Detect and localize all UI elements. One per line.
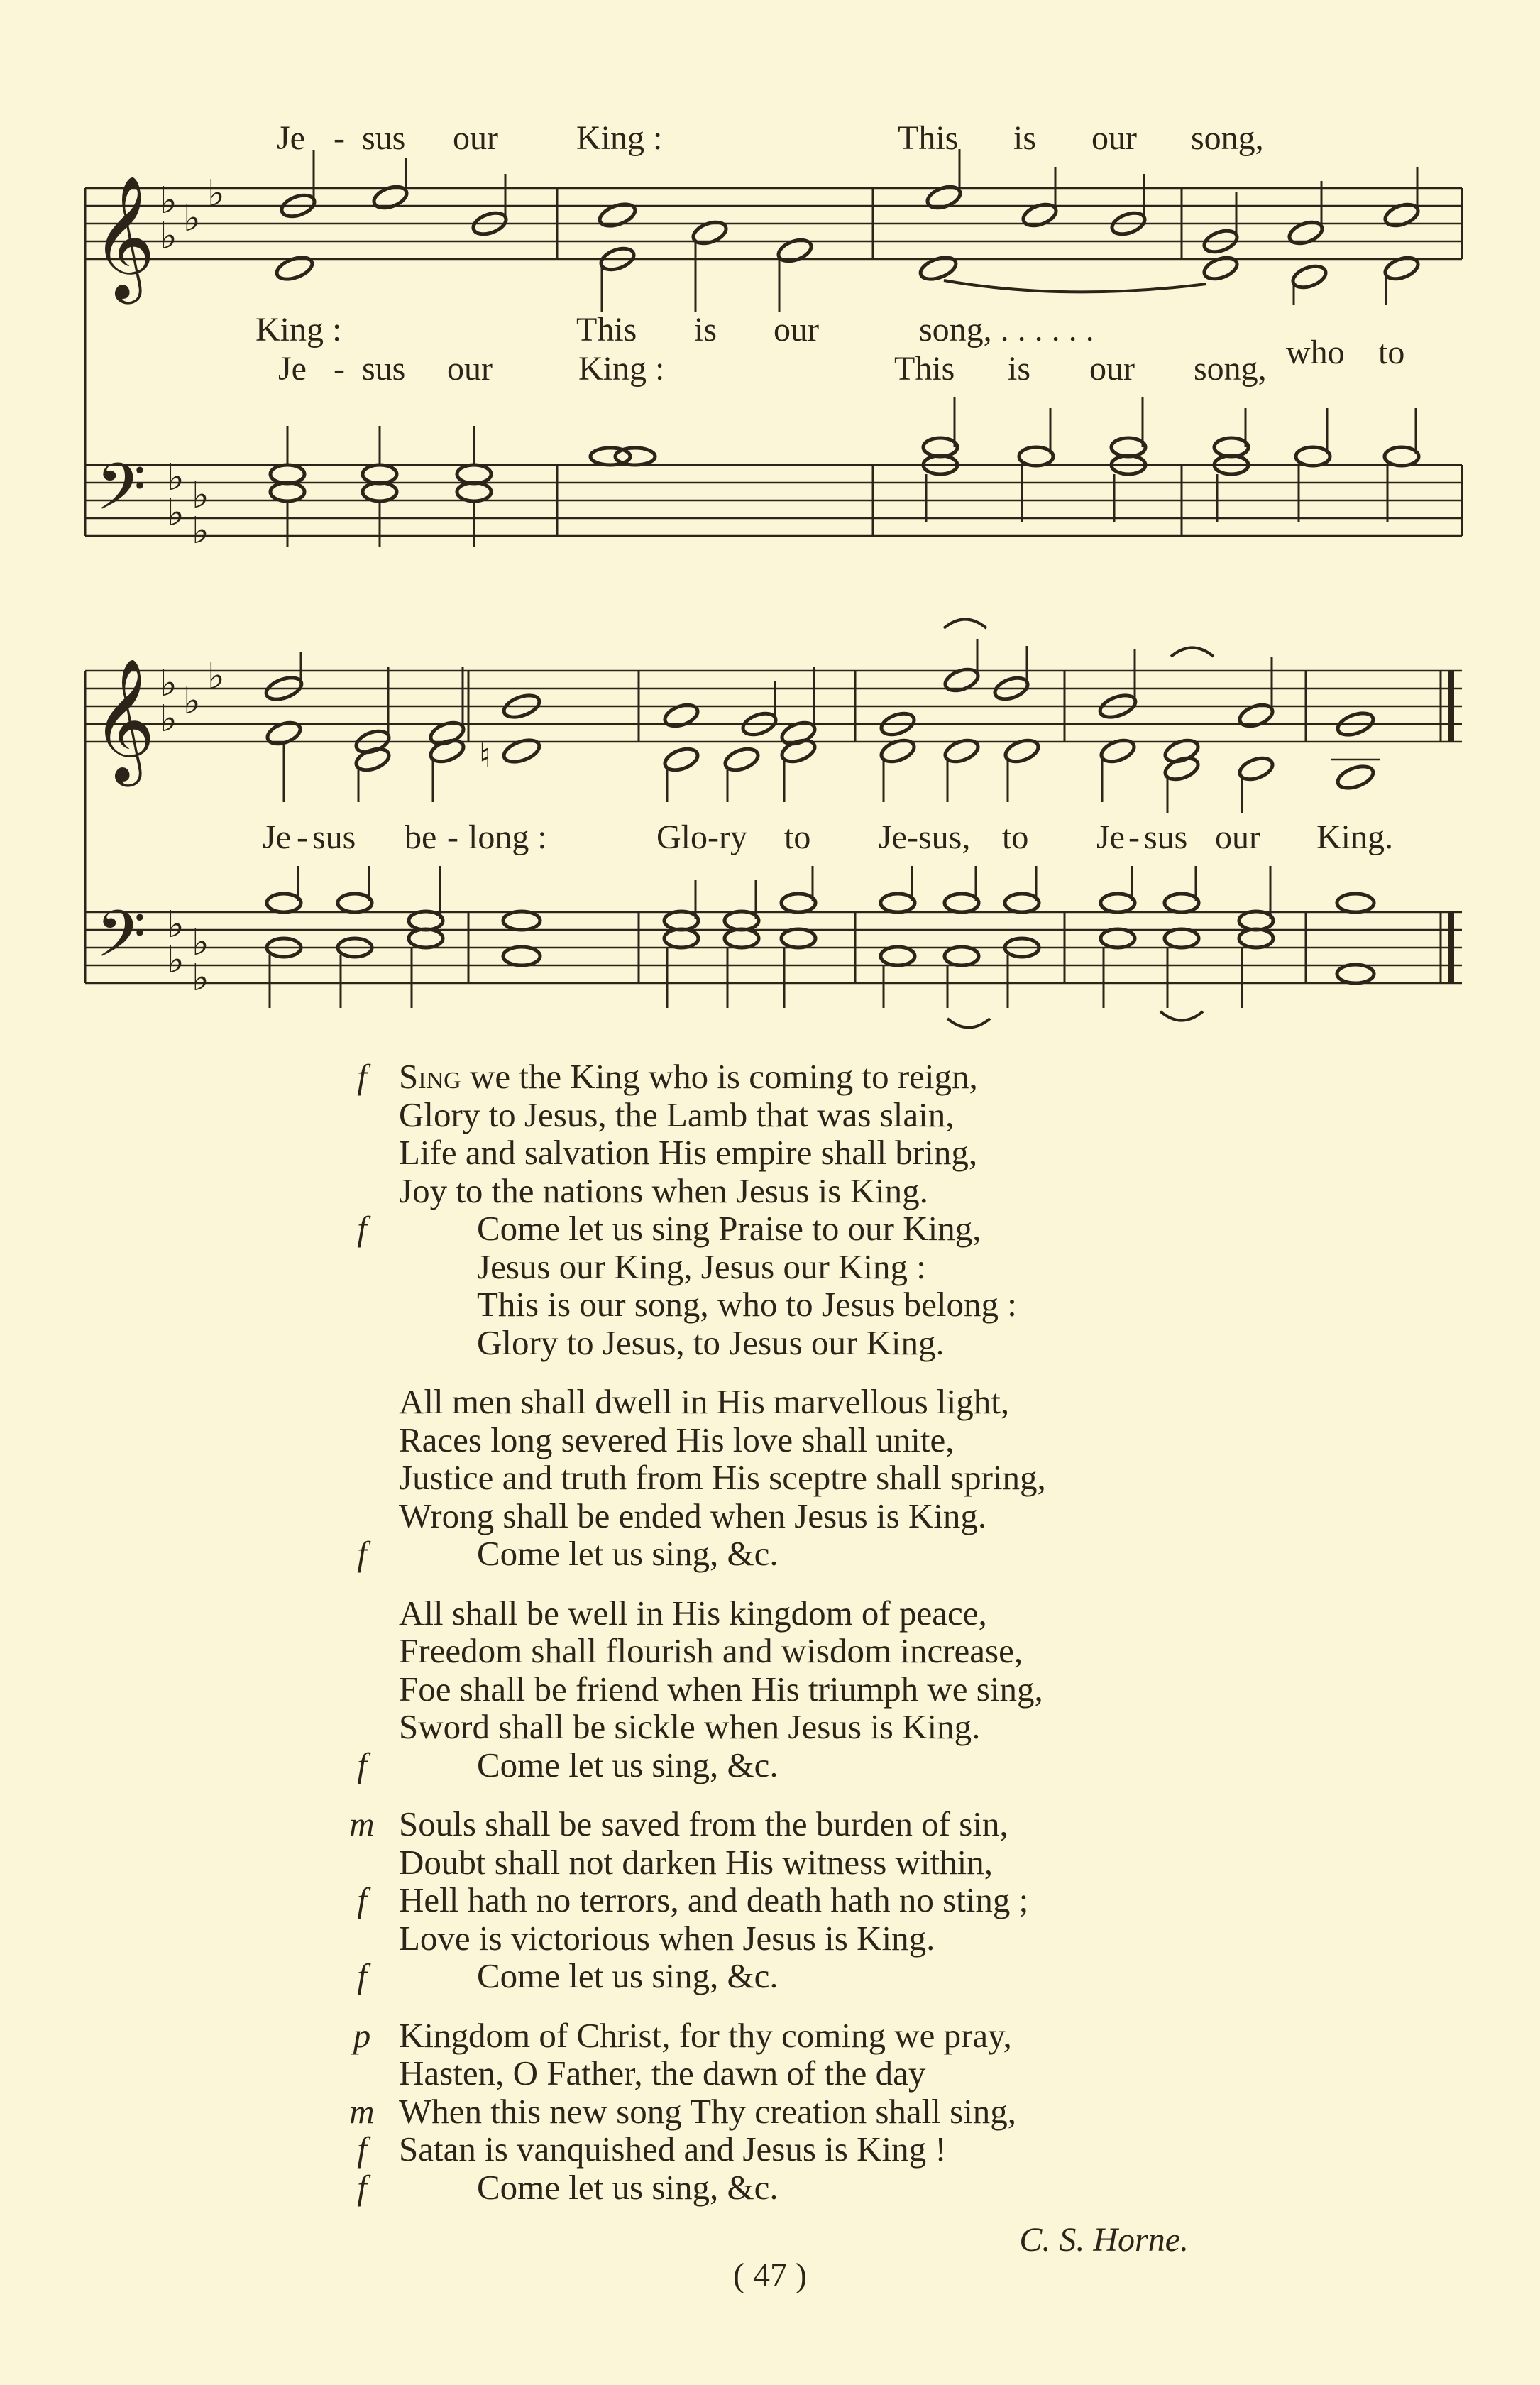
lyric-word: our — [453, 119, 498, 157]
lyric-word: to — [784, 818, 811, 856]
verse-line — [348, 1805, 1341, 1843]
verse-text: Satan is vanquished and Jesus is King ! — [399, 2129, 947, 2169]
lyric-word: Glo-ry — [656, 818, 747, 856]
bass-clef-icon: 𝄢 — [96, 449, 146, 540]
stanza — [348, 1383, 1341, 1573]
verse-first-word: Sing — [399, 1057, 461, 1096]
flat-icon: ♭ — [160, 698, 177, 740]
tie-icon — [944, 280, 1206, 292]
lyric-word: - — [334, 350, 345, 388]
flat-icon: ♭ — [167, 492, 185, 534]
lyric-word: our — [1091, 119, 1137, 157]
lyric-word: long : — [468, 818, 547, 856]
treble-staff-1 — [85, 149, 1462, 312]
verse-text: Love is victorious when Jesus is King. — [399, 1918, 935, 1958]
lyric-word: sus — [1144, 818, 1188, 856]
lyric-word: King : — [578, 350, 665, 388]
dynamic-marking: f — [357, 2129, 367, 2169]
verse-text: Life and salvation His empire shall bring, — [399, 1133, 978, 1172]
lyric-word: is — [694, 311, 717, 349]
fermata-icon — [1171, 648, 1214, 657]
flat-icon: ♭ — [207, 655, 225, 698]
stanza — [348, 1594, 1341, 1784]
verse-line — [348, 1134, 1341, 1172]
flat-icon: ♭ — [192, 921, 209, 964]
dynamic-marking: f — [357, 1745, 367, 1784]
verse-line — [348, 1881, 1341, 1919]
flat-icon: ♭ — [160, 662, 177, 705]
verse-text: Hell hath no terrors, and death hath no sting ; — [399, 1880, 1029, 1919]
verse-line — [348, 1096, 1341, 1134]
verse-text: Come let us sing, &c. — [477, 1534, 779, 1573]
refrain-line — [348, 1210, 1341, 1248]
verse-line — [348, 1670, 1341, 1709]
flat-icon: ♭ — [183, 680, 201, 723]
hymn-verses — [348, 1058, 1341, 2227]
lyric-word: our — [1089, 350, 1135, 388]
lyric-word: Je — [277, 119, 305, 157]
lyric-word: King. — [1316, 818, 1393, 856]
stanza — [348, 1058, 1341, 1361]
lyric-word: King : — [255, 311, 342, 349]
fermata-icon — [1160, 1011, 1203, 1021]
music-score — [0, 0, 1540, 1036]
lyric-word: sus — [362, 119, 406, 157]
flat-icon: ♭ — [192, 510, 209, 552]
lyric-word: our — [1215, 818, 1260, 856]
stanza — [348, 2017, 1341, 2207]
verse-line — [348, 2130, 1341, 2169]
refrain-line — [348, 1285, 1341, 1324]
lyric-word: - — [297, 818, 308, 856]
verse-text: we the King who is coming to reign, — [461, 1057, 978, 1096]
verse-text: All men shall dwell in His marvellous light, — [399, 1382, 1010, 1421]
system-1 — [85, 119, 1462, 552]
verse-line — [348, 1919, 1341, 1958]
refrain-line — [348, 1324, 1341, 1362]
lyric-word: song, — [1191, 119, 1264, 157]
verse-line — [348, 1172, 1341, 1210]
refrain-line — [348, 1248, 1341, 1286]
lyric-word: song, . . . . . . — [919, 311, 1094, 349]
page-number: ( 47 ) — [733, 2257, 807, 2294]
bass-staff-2 — [85, 866, 1462, 1008]
lyric-word: This — [898, 119, 959, 157]
refrain-line — [348, 2169, 1341, 2207]
fermata-icon — [944, 620, 986, 629]
dynamic-marking: f — [357, 1880, 367, 1919]
lyric-word: to — [1378, 334, 1405, 371]
lyric-word: is — [1013, 119, 1037, 157]
verse-text: All shall be well in His kingdom of peace, — [399, 1593, 987, 1633]
flat-icon: ♭ — [167, 939, 185, 982]
verse-text: Glory to Jesus, the Lamb that was slain, — [399, 1095, 955, 1134]
lyric-word: who — [1286, 334, 1345, 371]
flat-icon: ♭ — [192, 474, 209, 517]
verse-text: Foe shall be friend when His triumph we sing, — [399, 1669, 1043, 1709]
verse-text: Come let us sing, &c. — [477, 1956, 779, 1995]
refrain-line — [348, 1957, 1341, 1995]
verse-line — [348, 1421, 1341, 1459]
flat-icon: ♭ — [160, 215, 177, 258]
lyric-word: to — [1002, 818, 1029, 856]
lyric-word: This — [894, 350, 955, 388]
flat-icon: ♭ — [167, 904, 185, 946]
verse-text: Wrong shall be ended when Jesus is King. — [399, 1496, 987, 1535]
flat-icon: ♭ — [183, 197, 201, 240]
lyric-word: King : — [576, 119, 663, 157]
dynamic-marking: m — [349, 2091, 375, 2131]
treble-clef-icon: 𝄞 — [92, 175, 155, 299]
lyric-word: Je-sus, — [879, 818, 971, 856]
dynamic-marking: f — [357, 2167, 367, 2207]
verse-text: Glory to Jesus, to Jesus our King. — [477, 1322, 945, 1362]
treble-staff-2 — [85, 639, 1462, 813]
lyric-word: be — [405, 818, 437, 856]
verse-text: Kingdom of Christ, for thy coming we pray, — [399, 2015, 1012, 2055]
dynamic-marking: f — [357, 1534, 367, 1573]
verse-line — [348, 1058, 1341, 1096]
verse-line — [348, 1632, 1341, 1670]
verse-line — [348, 1459, 1341, 1497]
dynamic-marking: f — [357, 1209, 367, 1248]
verse-text: Come let us sing, &c. — [477, 2167, 779, 2207]
system2-lyrics — [263, 818, 1393, 856]
verse-line — [348, 1383, 1341, 1421]
verse-line — [348, 1708, 1341, 1746]
dynamic-marking: m — [349, 1804, 375, 1843]
verse-text: This is our song, who to Jesus belong : — [477, 1285, 1017, 1324]
system1-middle-lyrics — [255, 311, 1404, 388]
bass-clef-icon: 𝄢 — [96, 897, 146, 987]
refrain-line — [348, 1535, 1341, 1573]
flat-icon: ♭ — [192, 957, 209, 999]
lyric-word: Je — [278, 350, 307, 388]
verse-text: Come let us sing Praise to our King, — [477, 1209, 981, 1248]
flat-icon: ♭ — [207, 172, 225, 215]
verse-line — [348, 1594, 1341, 1633]
lyric-word: song, — [1194, 350, 1267, 388]
lyric-word: - — [334, 119, 345, 157]
verse-text: Doubt shall not darken His witness within, — [399, 1842, 994, 1882]
verse-line — [348, 1843, 1341, 1882]
natural-icon: ♮ — [479, 736, 491, 774]
verse-text: Justice and truth from His sceptre shall spring, — [399, 1458, 1046, 1497]
verse-line — [348, 1497, 1341, 1535]
verse-text: Hasten, O Father, the dawn of the day — [399, 2054, 926, 2093]
lyric-word: sus — [312, 818, 356, 856]
verse-text: Races long severed His love shall unite, — [399, 1420, 955, 1459]
lyric-word: - — [447, 818, 458, 856]
lyric-word: our — [774, 311, 819, 349]
system1-upper-lyrics — [277, 119, 1264, 157]
author-credit: C. S. Horne. — [1019, 2221, 1189, 2259]
verse-line — [348, 2054, 1341, 2093]
verse-line — [348, 2017, 1341, 2055]
verse-line — [348, 2093, 1341, 2131]
bass-staff-1 — [85, 398, 1462, 552]
fermata-icon — [947, 1019, 990, 1028]
system-2 — [85, 620, 1462, 1028]
verse-text: Sword shall be sickle when Jesus is King. — [399, 1707, 981, 1746]
verse-text: Freedom shall flourish and wisdom increase, — [399, 1631, 1023, 1670]
verse-text: Joy to the nations when Jesus is King. — [399, 1170, 928, 1210]
lyric-word: is — [1008, 350, 1031, 388]
refrain-line — [348, 1746, 1341, 1784]
verse-text: Jesus our King, Jesus our King : — [477, 1246, 926, 1286]
verse-text: Come let us sing, &c. — [477, 1745, 779, 1784]
flat-icon: ♭ — [160, 180, 177, 222]
treble-clef-icon: 𝄞 — [92, 658, 155, 782]
lyric-word: Je — [1096, 818, 1125, 856]
lyric-word: Je — [263, 818, 291, 856]
stanza — [348, 1805, 1341, 1995]
flat-icon: ♭ — [167, 456, 185, 499]
dynamic-marking: p — [353, 2015, 371, 2055]
lyric-word: - — [1128, 818, 1140, 856]
verse-text: When this new song Thy creation shall sing, — [399, 2091, 1017, 2131]
lyric-word: our — [447, 350, 493, 388]
lyric-word: This — [576, 311, 637, 349]
dynamic-marking: f — [357, 1057, 367, 1096]
dynamic-marking: f — [357, 1956, 367, 1995]
verse-text: Souls shall be saved from the burden of sin, — [399, 1804, 1008, 1843]
lyric-word: sus — [362, 350, 406, 388]
